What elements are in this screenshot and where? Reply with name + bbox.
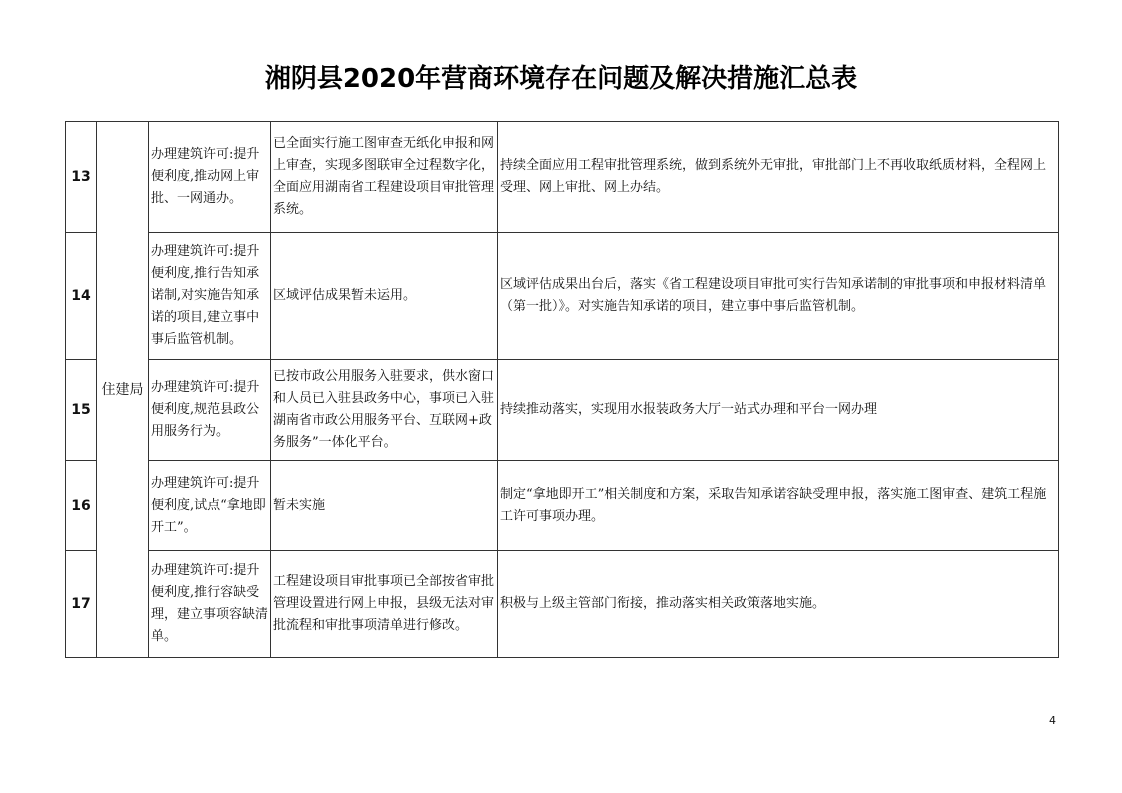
table-row — [66, 360, 1059, 461]
task-item: 办理建筑许可:提升便利度,规范县政公用服务行为。 — [149, 360, 271, 461]
issues-table — [65, 121, 1059, 658]
row-number: 14 — [66, 233, 97, 360]
measure-cell: 积极与上级主管部门衔接，推动落实相关政策落地实施。 — [498, 551, 1059, 658]
row-number: 16 — [66, 461, 97, 551]
page-number: 4 — [1049, 714, 1056, 727]
measure-cell: 持续全面应用工程审批管理系统，做到系统外无审批，审批部门上不再收取纸质材料，全程网上受理、网上审批、网上办结。 — [498, 122, 1059, 233]
table-row — [66, 461, 1059, 551]
task-item: 办理建筑许可:提升便利度,推行告知承诺制,对实施告知承诺的项目,建立事中事后监管机制。 — [149, 233, 271, 360]
document-title: 湘阴县2020年营商环境存在问题及解决措施汇总表 — [264, 64, 858, 94]
department-cell: 住建局 — [97, 122, 149, 658]
problem-cell: 暂未实施 — [271, 461, 498, 551]
row-number: 17 — [66, 551, 97, 658]
row-number: 13 — [66, 122, 97, 233]
problem-cell: 已全面实行施工图审查无纸化申报和网上审查，实现多图联审全过程数字化，全面应用湖南省工程建设项目审批管理系统。 — [271, 122, 498, 233]
problem-cell: 已按市政公用服务入驻要求，供水窗口和人员已入驻县政务中心，事项已入驻湖南省市政公用服务平台、互联网+政务服务”一体化平台。 — [271, 360, 498, 461]
table-row — [66, 122, 1059, 233]
task-item: 办理建筑许可:提升便利度,推行容缺受理，建立事项容缺清单。 — [149, 551, 271, 658]
problem-cell: 区域评估成果暂未运用。 — [271, 233, 498, 360]
row-number: 15 — [66, 360, 97, 461]
measure-cell: 区域评估成果出台后，落实《省工程建设项目审批可实行告知承诺制的审批事项和申报材料清单（第一批）》。对实施告知承诺的项目，建立事中事后监管机制。 — [498, 233, 1059, 360]
table-row — [66, 233, 1059, 360]
task-item: 办理建筑许可:提升便利度,推动网上审批、一网通办。 — [149, 122, 271, 233]
table-row — [66, 551, 1059, 658]
problem-cell: 工程建设项目审批事项已全部按省审批管理设置进行网上申报，县级无法对审批流程和审批事项清单进行修改。 — [271, 551, 498, 658]
task-item: 办理建筑许可:提升便利度,试点“拿地即开工”。 — [149, 461, 271, 551]
measure-cell: 制定“拿地即开工”相关制度和方案，采取告知承诺容缺受理申报，落实施工图审查、建筑工程施工许可事项办理。 — [498, 461, 1059, 551]
measure-cell: 持续推动落实，实现用水报装政务大厅一站式办理和平台一网办理 — [498, 360, 1059, 461]
